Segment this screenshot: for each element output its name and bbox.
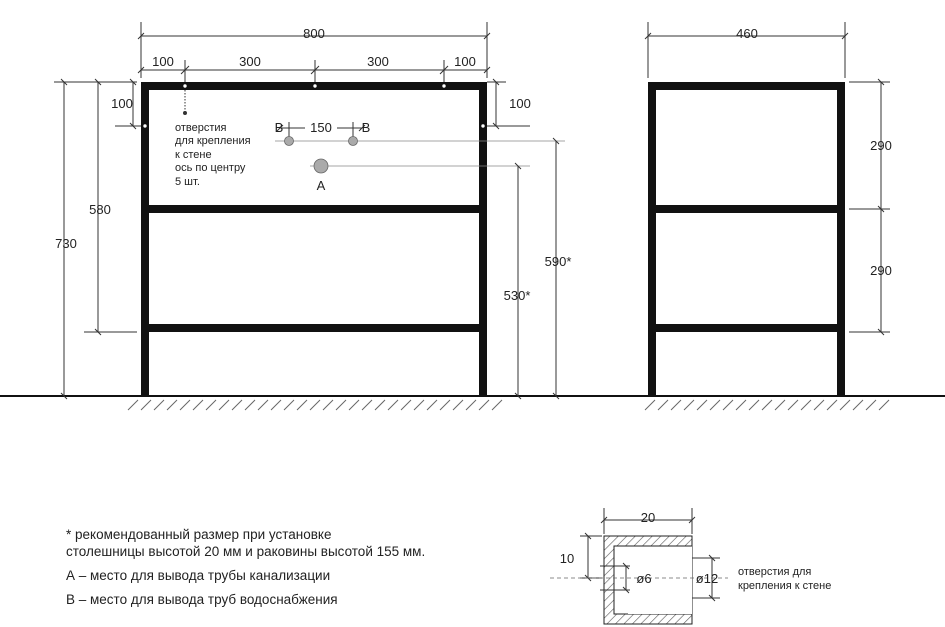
dim-spacing-4: 100 (454, 54, 476, 69)
dim-460-label: 460 (736, 26, 758, 41)
dim-530-label: 530* (503, 288, 531, 303)
dim-290-upper-label: 290 (870, 138, 892, 153)
dim-spacing-3: 300 (367, 54, 389, 69)
hole-note-line-4: ось по центру (175, 162, 246, 174)
dim-side-sections (849, 82, 890, 332)
floor-line (0, 396, 945, 410)
profile-large-hole-label: ø12 (695, 571, 719, 586)
b-right-label: B (361, 120, 371, 135)
dim-580-label: 580 (89, 202, 111, 217)
a-label: A (316, 178, 326, 193)
dim-730-label: 730 (55, 236, 77, 251)
profile-note-line-1: отверстия для (738, 566, 812, 578)
b-left-label: B (274, 120, 284, 135)
dim-100-left-label: 100 (111, 96, 133, 111)
profile-dim-offset (580, 536, 602, 578)
profile-width-label: 20 (640, 510, 656, 525)
dim-590-label: 590* (544, 254, 572, 269)
hole-note-line-5: 5 шт. (175, 176, 200, 188)
b-pipe-holes (275, 137, 565, 146)
dim-spacing-2: 300 (239, 54, 261, 69)
notes-block (66, 526, 425, 608)
dim-800-label: 800 (303, 26, 325, 41)
profile-note-line-2: крепления к стене (738, 580, 832, 592)
a-note: А – место для вывода трубы канализации (66, 568, 331, 583)
dim-100-right-label: 100 (509, 96, 531, 111)
dim-hole-spacing (141, 60, 487, 82)
profile-small-hole-label: ø6 (636, 571, 652, 586)
asterisk-note-2: столешницы высотой 20 мм и раковины высотой 155 мм. (66, 544, 426, 559)
a-pipe-hole (310, 159, 530, 173)
dim-spacing-1: 100 (152, 54, 174, 69)
hole-note-line-2: для крепления (175, 135, 251, 147)
dim-290-lower-label: 290 (870, 263, 892, 278)
b-spacing-label: 150 (310, 120, 332, 135)
asterisk-note-1: * рекомендованный размер при установке (66, 527, 332, 542)
hole-note-leader (184, 90, 187, 115)
hole-note-line-1: отверстия (175, 122, 227, 134)
side-view-frame (648, 82, 845, 396)
profile-offset-label: 10 (559, 551, 575, 566)
hole-note-line-3: к стене (175, 149, 212, 161)
b-note: В – место для вывода труб водоснабжения (66, 592, 338, 607)
